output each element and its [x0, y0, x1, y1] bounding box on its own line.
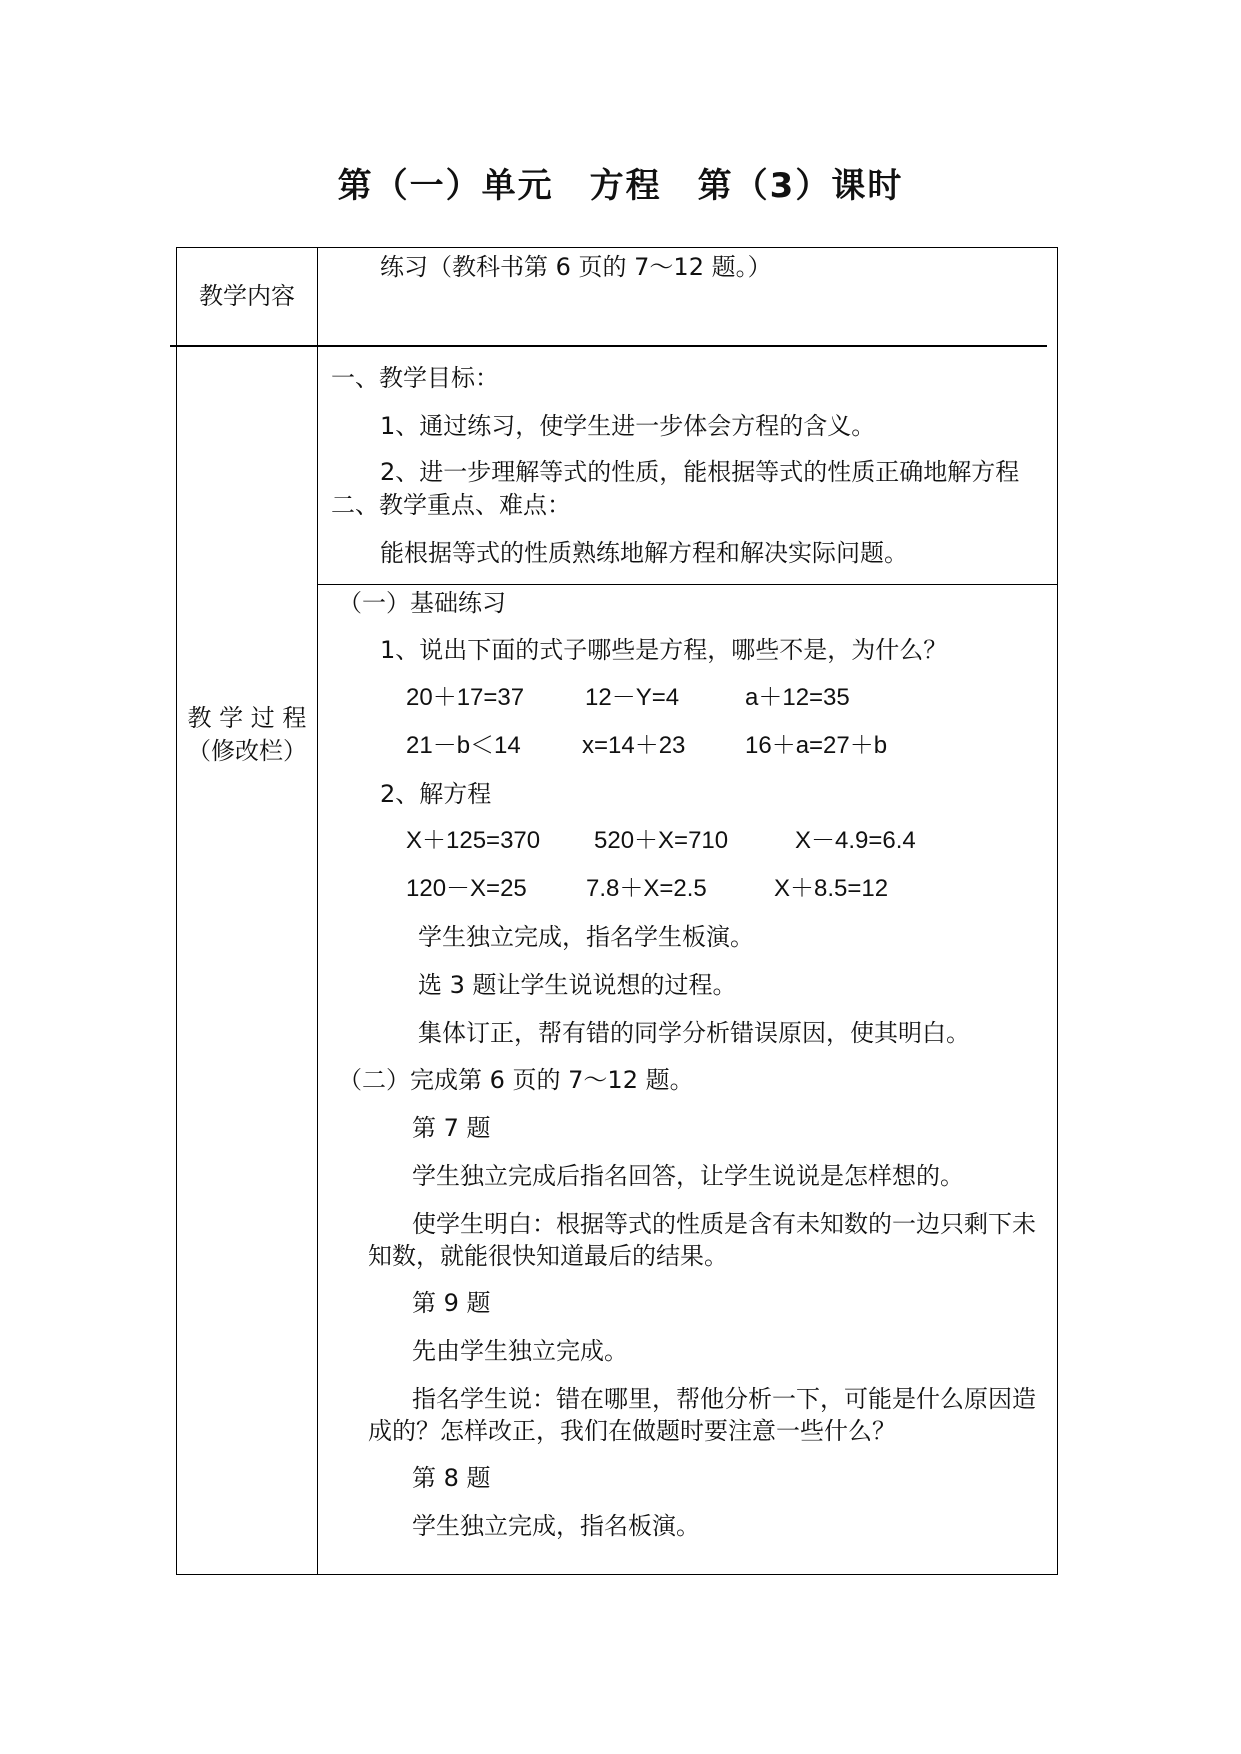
row-divider-content	[170, 345, 1047, 347]
process-note-1: 学生独立完成，指名学生板演。	[418, 923, 754, 951]
exercise-7-note-line-1: 使学生明白：根据等式的性质是含有未知数的一边只剩下未	[412, 1210, 1036, 1238]
expression: 21－b＜14	[406, 732, 521, 759]
exercise-8-heading: 第 8 题	[412, 1464, 491, 1492]
section-1-heading: （一）基础练习	[338, 589, 506, 617]
exercise-7-note-line-2: 知数，就能很快知道最后的结果。	[368, 1242, 728, 1270]
exercise-9-note-line-1: 指名学生说：错在哪里，帮他分析一下，可能是什么原因造	[412, 1385, 1036, 1413]
equation: X＋125=370	[406, 827, 541, 854]
table-right-border	[1057, 247, 1058, 1575]
table-bottom-border	[176, 1574, 1058, 1575]
process-note-2: 选 3 题让学生说说想的过程。	[418, 971, 737, 999]
equation: 120－X=25	[406, 875, 527, 902]
table-top-border	[176, 247, 1058, 248]
column-divider	[317, 247, 318, 1575]
label-process-revision: （修改栏）	[187, 737, 307, 765]
label-process: 教 学 过 程	[187, 704, 307, 732]
row-divider-objectives	[317, 584, 1058, 585]
exercise-9-heading: 第 9 题	[412, 1289, 491, 1317]
expression: x=14＋23	[582, 732, 686, 759]
equation: 7.8＋X=2.5	[586, 875, 707, 902]
focus-text: 能根据等式的性质熟练地解方程和解决实际问题。	[380, 539, 908, 567]
table-left-border-lower	[176, 346, 177, 1575]
equation: X－4.9=6.4	[795, 827, 916, 854]
exercise-7-text: 学生独立完成后指名回答，让学生说说是怎样想的。	[412, 1162, 964, 1190]
expression: 20＋17=37	[406, 684, 525, 711]
expression: 12－Y=4	[585, 684, 680, 711]
expression: 16＋a=27＋b	[745, 732, 888, 759]
exercise-8-text: 学生独立完成，指名板演。	[412, 1512, 700, 1540]
question-1: 1、说出下面的式子哪些是方程，哪些不是，为什么？	[380, 636, 948, 664]
equation: 520＋X=710	[594, 827, 729, 854]
equation: X＋8.5=12	[774, 875, 889, 902]
label-content: 教学内容	[199, 282, 295, 310]
expression: a＋12=35	[745, 684, 850, 711]
section-2-heading: （二）完成第 6 页的 7～12 题。	[338, 1066, 694, 1094]
objective-item-1: 1、通过练习，使学生进一步体会方程的含义。	[380, 412, 876, 440]
exercise-7-heading: 第 7 题	[412, 1114, 491, 1142]
page-title: 第（一）单元 方程 第（3）课时	[337, 166, 904, 206]
objectives-heading: 一、教学目标：	[331, 364, 499, 392]
exercise-9-note-line-2: 成的？怎样改正，我们在做题时要注意一些什么？	[368, 1417, 896, 1445]
question-2: 2、解方程	[380, 780, 492, 808]
exercise-9-text: 先由学生独立完成。	[412, 1337, 628, 1365]
content-text: 练习（教科书第 6 页的 7～12 题。）	[380, 253, 772, 281]
process-note-3: 集体订正，帮有错的同学分析错误原因，使其明白。	[418, 1019, 970, 1047]
objective-item-2: 2、进一步理解等式的性质，能根据等式的性质正确地解方程	[380, 458, 1020, 486]
focus-heading: 二、教学重点、难点：	[331, 491, 571, 519]
